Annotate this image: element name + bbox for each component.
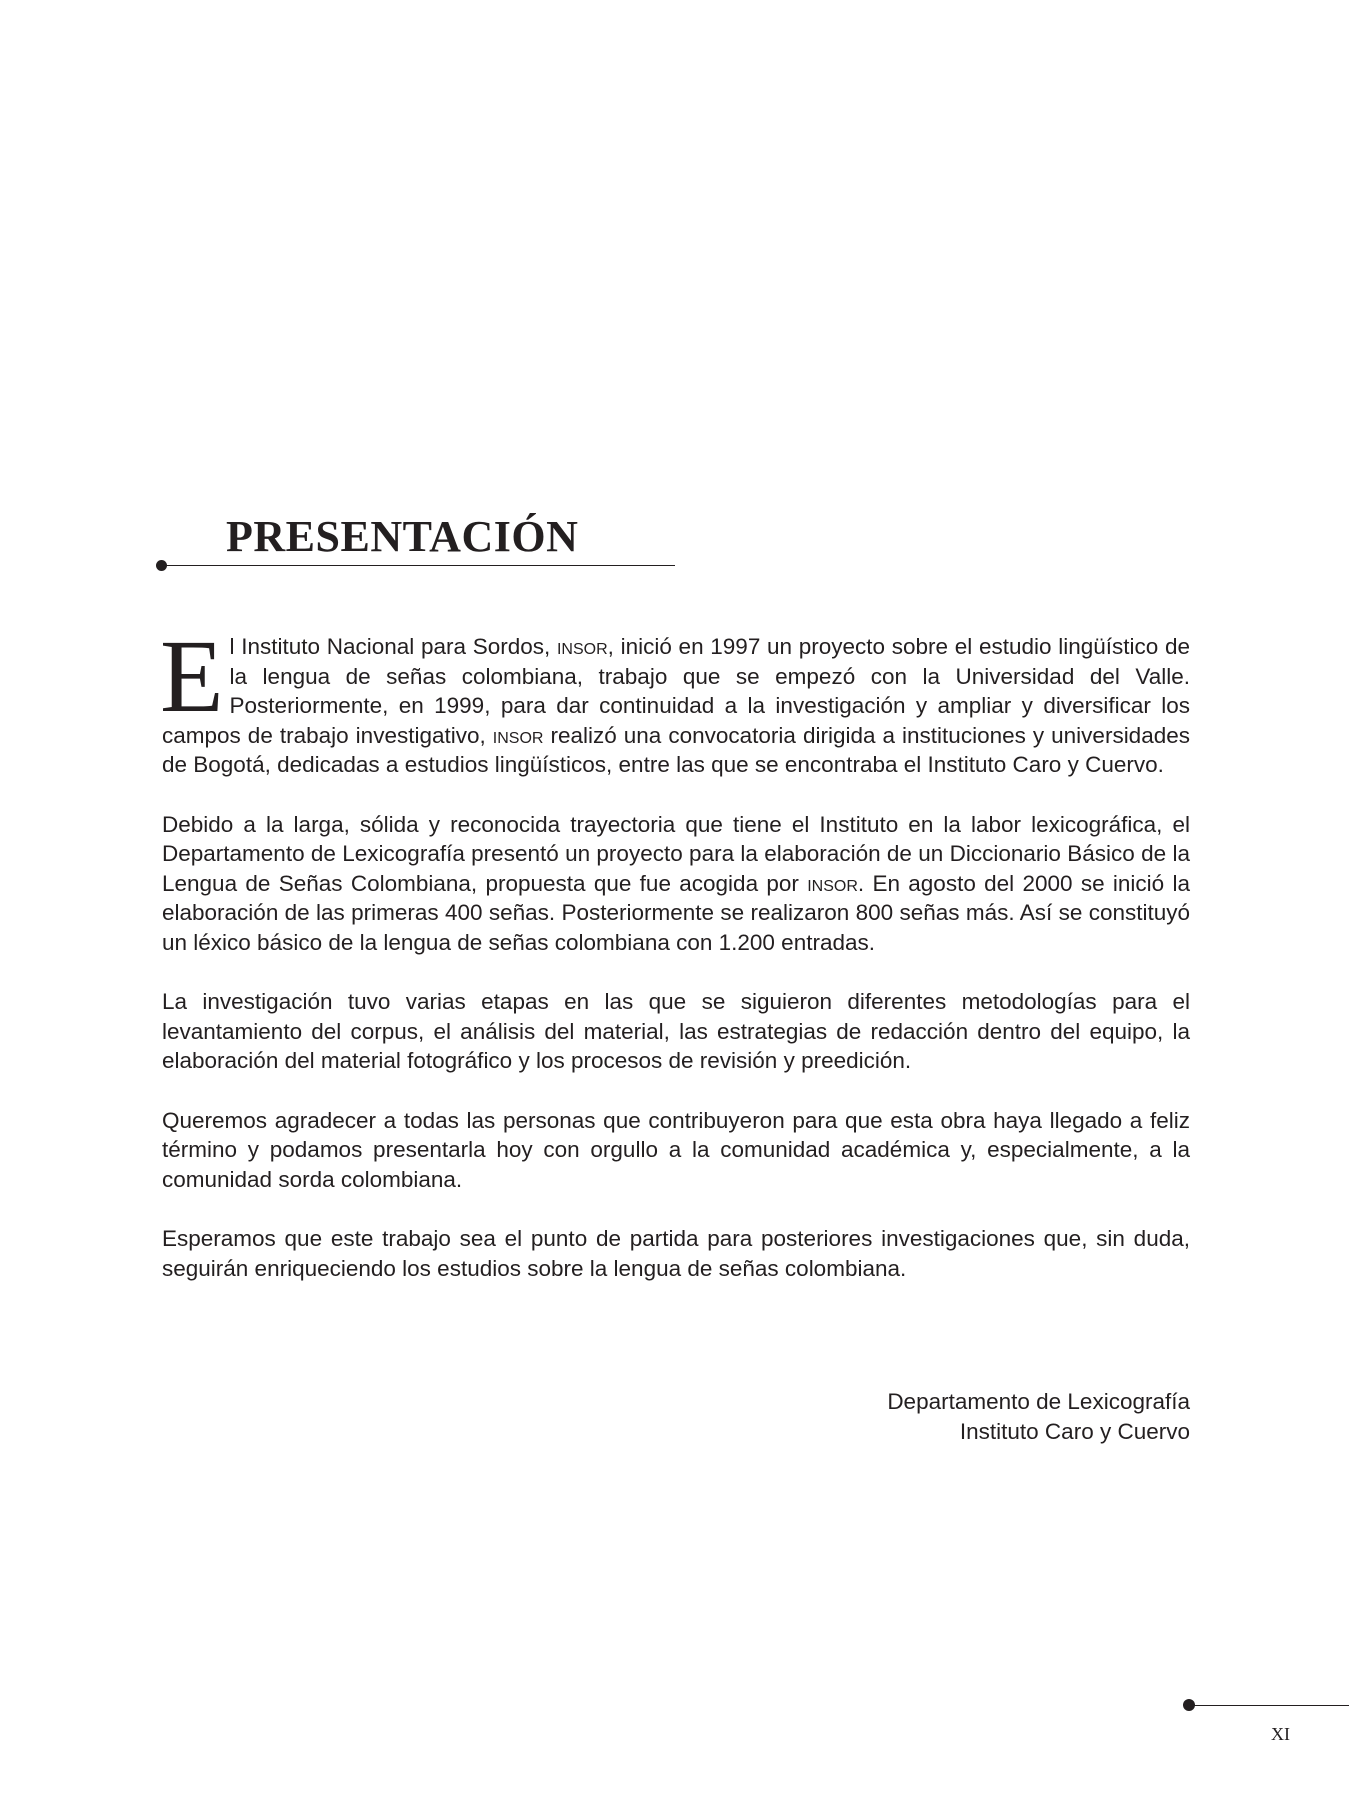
paragraph-1-text-c: realizó una convocatoria dirigida a instituciones y universidades de Bogotá, dedicadas a estudios lingüísticos, entre las que se encontraba el Instituto Caro y Cuervo. <box>162 722 1190 777</box>
footer-bullet-dot-icon <box>1183 1699 1195 1711</box>
section-heading <box>150 512 675 572</box>
page-number: XI <box>1271 1724 1290 1744</box>
signature-block <box>887 1387 1190 1447</box>
paragraph-5: Esperamos que este trabajo sea el punto de partida para posteriores investigaciones que, sin duda, seguirán enriqueciendo los estudios sobre la lengua de señas colombiana. <box>162 1226 1190 1281</box>
paragraph-2-text-b: . En agosto del 2000 se inició la elaboración de las primeras 400 señas. Posteriormente se realizaron 800 señas más. Así se constituyó un léxico básico de la lengua de señas colombiana con 1.200 entradas. <box>162 870 1190 955</box>
paragraph-1-text-a: l Instituto Nacional para Sordos, <box>229 634 557 659</box>
paragraph-2-text-a: Debido a la larga, sólida y reconocida trayectoria que tiene el Instituto en la labor lexicográfica, el Departamento de Lexicografía presentó un proyecto para la elaboración de un Diccionario Básico de la Lengua de Señas Colombiana, propuesta que fue acogida por <box>162 811 1190 896</box>
signature-department: Departamento de Lexicografía <box>887 1389 1190 1414</box>
paragraph-1 <box>160 619 1190 780</box>
paragraph-1-text-b: , inició en 1997 un proyecto sobre el estudio lingüístico de la lengua de señas colombiana, trabajo que se empezó con la Universidad del Valle. Posteriormente, en 1999, para dar continuidad a la investigación y ampliar y diversificar los campos de trabajo investigativo, <box>162 634 1190 748</box>
acronym-insor: insor <box>807 870 858 896</box>
acronym-insor: insor <box>492 722 544 748</box>
body-text <box>160 619 1190 1313</box>
bullet-dot-icon <box>156 560 167 571</box>
drop-cap: E <box>160 619 224 734</box>
heading-rule-divider <box>162 565 675 566</box>
acronym-insor: insor <box>556 634 608 659</box>
paragraph-2 <box>162 810 1190 958</box>
footer-rule-divider <box>1190 1705 1349 1706</box>
paragraph-4: Queremos agradecer a todas las personas que contribuyeron para que esta obra haya llegado a feliz término y podamos presentarla hoy con orgullo a la comunidad académica y, especialmente, a la comunidad sorda colombiana. <box>162 1107 1190 1192</box>
paragraph-3: La investigación tuvo varias etapas en las que se siguieron diferentes metodologías para el levantamiento del corpus, el análisis del material, las estrategias de redacción dentro del equipo, la elaboración del material fotográfico y los procesos de revisión y preedición. <box>162 989 1190 1073</box>
page-title: PRESENTACIÓN <box>226 512 579 561</box>
signature-institute: Instituto Caro y Cuervo <box>959 1419 1190 1444</box>
